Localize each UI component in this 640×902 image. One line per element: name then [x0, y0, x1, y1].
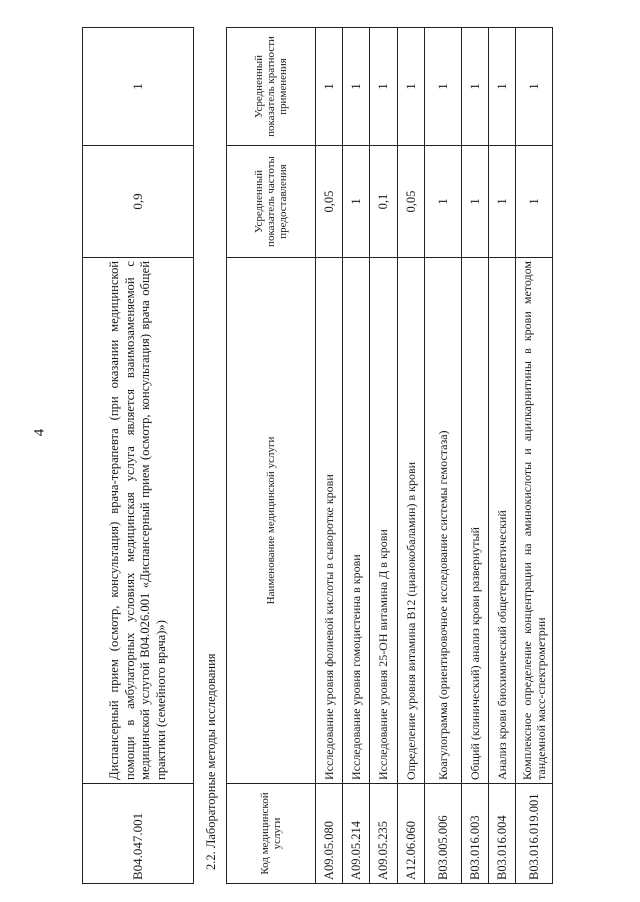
frequency-value: 1 — [516, 146, 553, 258]
frequency-value: 1 — [424, 146, 461, 258]
service-name: Комплексное определение концентрации на аминокислоты и ацилкарнитины в крови методом тандемной масс-спектрометрии — [516, 258, 553, 784]
rotated-content — [82, 28, 549, 884]
service-code: B03.016.004 — [488, 784, 515, 884]
table-row — [397, 28, 424, 884]
table-row — [316, 28, 343, 884]
frequency-value: 1 — [343, 146, 370, 258]
service-name: Исследование уровня гомоцистеина в крови — [343, 258, 370, 784]
service-code: B03.005.006 — [424, 784, 461, 884]
multiplicity-value: 1 — [461, 28, 488, 146]
service-code: A09.05.235 — [370, 784, 397, 884]
multiplicity-value: 1 — [516, 28, 553, 146]
frequency-value: 0,05 — [397, 146, 424, 258]
service-description: Диспансерный прием (осмотр, консультация) врача-терапевта (при оказании медицинской помощи в амбулаторных условиях медицинская услуга является взаимозаменяемой с медицинской услугой В04.026.001 «Диспансерный прием (осмотр, консультация) врача общей практики (семейного врача)») — [83, 258, 194, 784]
top-table — [82, 27, 194, 884]
header-name: Наименование медицинской услуги — [227, 258, 316, 784]
header-multiplicity: Усредненный показатель кратности применения — [227, 28, 316, 146]
service-code: A12.06.060 — [397, 784, 424, 884]
header-code: Код медицинской услуги — [227, 784, 316, 884]
frequency-value: 1 — [461, 146, 488, 258]
multiplicity-value: 1 — [370, 28, 397, 146]
frequency-value: 0,05 — [316, 146, 343, 258]
table-row — [424, 28, 461, 884]
frequency-value: 0,1 — [370, 146, 397, 258]
service-code: B03.016.003 — [461, 784, 488, 884]
service-name: Анализ крови биохимический общетерапевтический — [488, 258, 515, 784]
service-code: В04.047.001 — [83, 784, 194, 884]
table-row — [461, 28, 488, 884]
table-row — [488, 28, 515, 884]
service-name: Исследование уровня фолиевой кислоты в сыворотке крови — [316, 258, 343, 784]
table-row — [83, 28, 194, 884]
multiplicity-value: 1 — [343, 28, 370, 146]
multiplicity-value: 1 — [488, 28, 515, 146]
multiplicity-value: 1 — [83, 28, 194, 146]
service-code: A09.05.080 — [316, 784, 343, 884]
service-name: Коагулограмма (ориентировочное исследование системы гемостаза) — [424, 258, 461, 784]
page-number: 4 — [31, 428, 48, 437]
service-code: B03.016.019.001 — [516, 784, 553, 884]
service-name: Исследование уровня 25-ОН витамина Д в крови — [370, 258, 397, 784]
multiplicity-value: 1 — [316, 28, 343, 146]
table-row — [343, 28, 370, 884]
lab-methods-table — [226, 27, 553, 884]
table-row — [516, 28, 553, 884]
service-name: Определение уровня витамина B12 (цианокобаламин) в крови — [397, 258, 424, 784]
multiplicity-value: 1 — [397, 28, 424, 146]
frequency-value: 0,9 — [83, 146, 194, 258]
frequency-value: 1 — [488, 146, 515, 258]
service-name: Общий (клинический) анализ крови развернутый — [461, 258, 488, 784]
table-row — [370, 28, 397, 884]
multiplicity-value: 1 — [424, 28, 461, 146]
section-title: 2.2. Лабораторные методы исследования — [204, 653, 218, 870]
header-frequency: Усредненный показатель частоты предоставления — [227, 146, 316, 258]
table-header-row — [227, 28, 316, 884]
service-code: A09.05.214 — [343, 784, 370, 884]
